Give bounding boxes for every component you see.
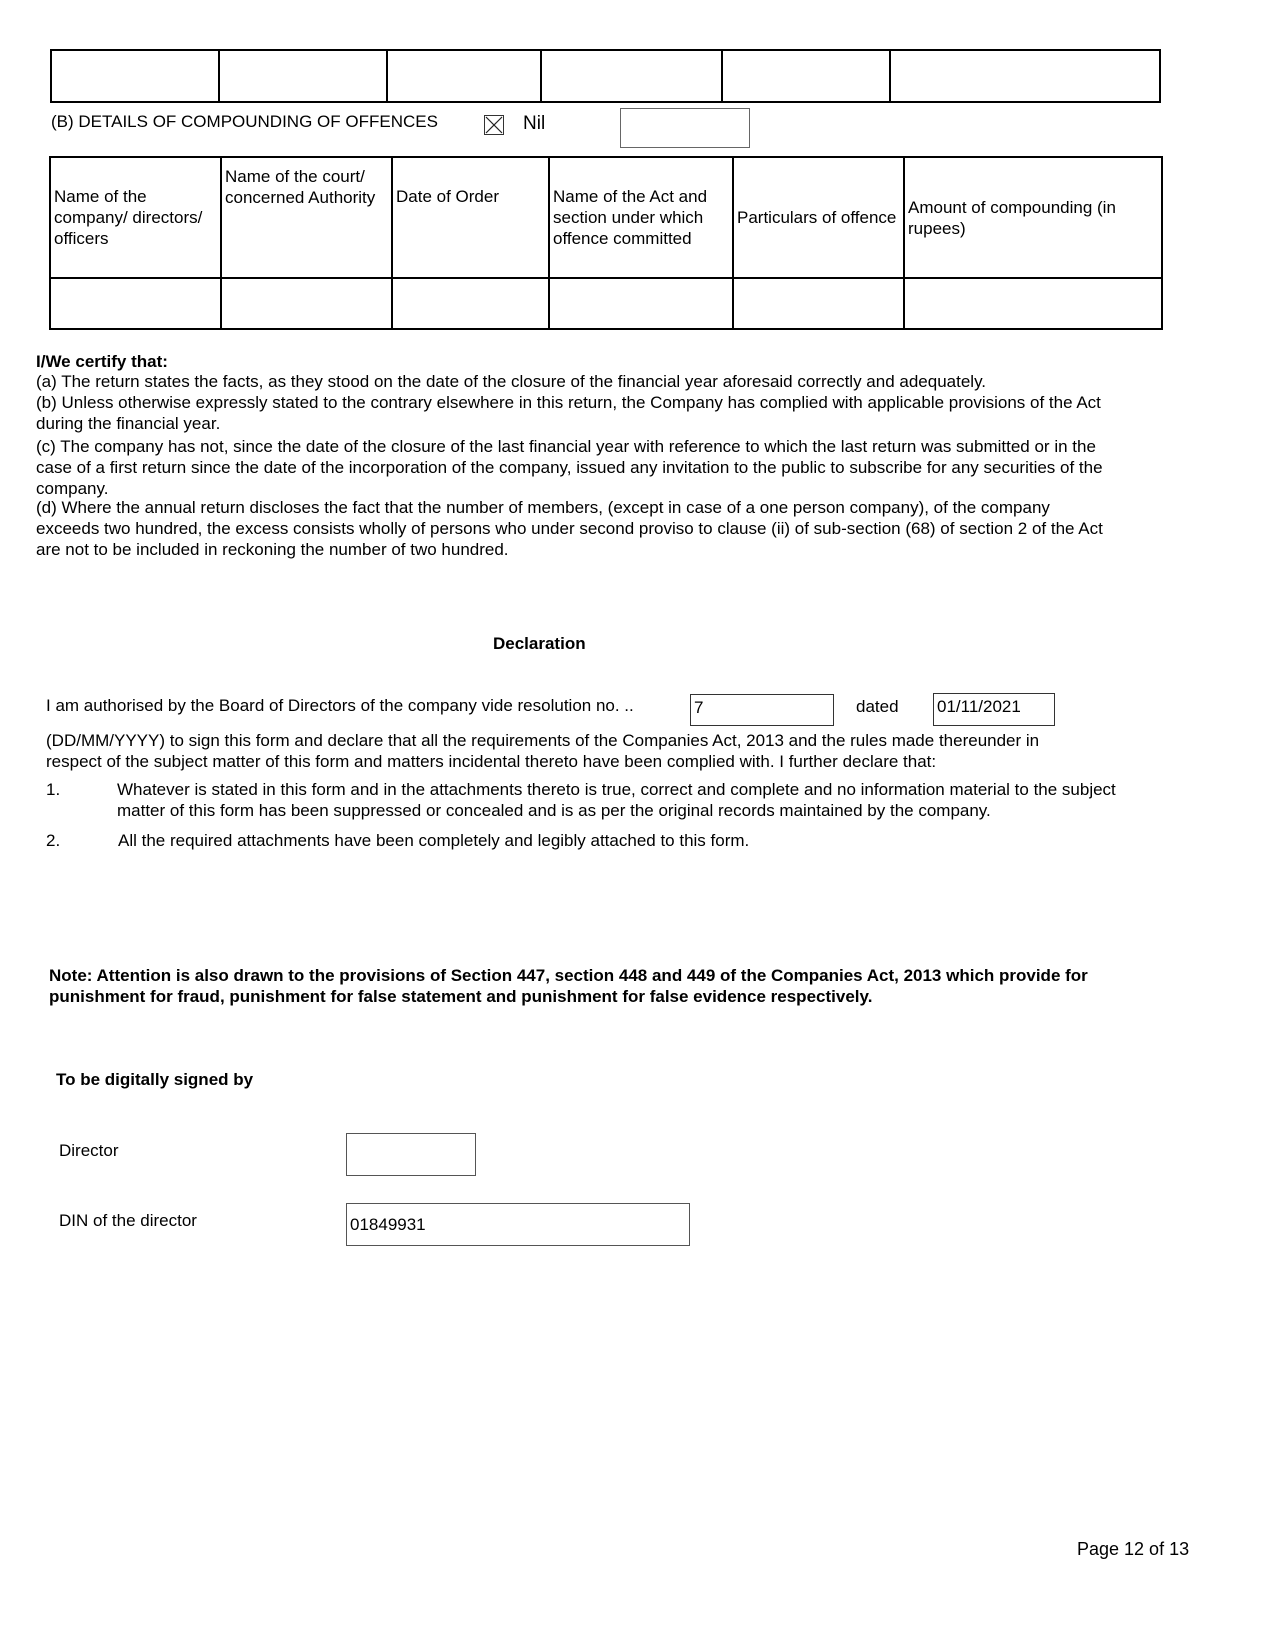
certify-item-a: (a) The return states the facts, as they stood on the date of the closure of the financial year aforesaid correctly and adequately. [36, 372, 987, 391]
nil-label: Nil [523, 113, 546, 134]
table-row [50, 278, 1162, 329]
certify-heading: I/We certify that: [36, 352, 168, 371]
table-cell [904, 278, 1162, 329]
declaration-intro: I am authorised by the Board of Directors of the company vide resolution no. .. [46, 696, 634, 715]
din-label: DIN of the director [59, 1211, 197, 1230]
declaration-heading: Declaration [493, 634, 586, 653]
header-company-directors: Name of the company/ directors/ officers [50, 157, 221, 278]
certify-item-c: (c) The company has not, since the date of the closure of the last financial year with reference to which the last return was submitted or in the case of a first return since the date of the incorporation of the company, issued any invitation to the public to subscribe for any securities of the company. [36, 437, 1103, 498]
table-cell [51, 50, 219, 102]
certify-item-b: (b) Unless otherwise expressly stated to the contrary elsewhere in this return, the Company has complied with applicable provisions of the Act during the financial year. [36, 393, 1101, 433]
table-cell [541, 50, 722, 102]
header-court-authority: Name of the court/ concerned Authority [221, 157, 392, 278]
certify-item-d: (d) Where the annual return discloses the fact that the number of members, (except in case of a one person company), of the company exceeds two hundred, the excess consists wholly of persons who under second proviso to clause (ii) of sub-section (68) of section 2 of the Act are not to be included in reckoning the number of two hundred. [36, 498, 1103, 559]
declaration-point-1-number: 1. [46, 780, 61, 799]
header-act-section: Name of the Act and section under which offence committed [549, 157, 733, 278]
table-cell [549, 278, 733, 329]
header-particulars: Particulars of offence [733, 157, 904, 278]
table-cell [219, 50, 387, 102]
din-field[interactable]: 01849931 [346, 1203, 690, 1246]
dated-label: dated [856, 697, 899, 716]
declaration-point-1-text: Whatever is stated in this form and in the attachments thereto is true, correct and complete and no information material to the subject matter of this form has been suppressed or concealed and is as per the original records maintained by the company. [117, 780, 1116, 820]
table-cell [890, 50, 1160, 102]
section-b-title: (B) DETAILS OF COMPOUNDING OF OFFENCES [51, 112, 438, 131]
resolution-number-field[interactable]: 7 [690, 694, 834, 726]
resolution-date-field[interactable]: 01/11/2021 [933, 693, 1055, 726]
declaration-point-2-number: 2. [46, 831, 61, 850]
table-cell [722, 50, 890, 102]
header-date-of-order: Date of Order [392, 157, 549, 278]
table-cell [392, 278, 549, 329]
table-cell [50, 278, 221, 329]
table-cell [221, 278, 392, 329]
director-signature-field[interactable] [346, 1133, 476, 1176]
nil-field[interactable] [620, 108, 750, 148]
nil-checkbox[interactable] [484, 115, 504, 135]
table-cell [387, 50, 541, 102]
page-number: Page 12 of 13 [1077, 1539, 1190, 1559]
compounding-offences-table [49, 156, 1163, 330]
table-header-row [50, 157, 1162, 278]
checked-x-icon [485, 116, 503, 134]
table-cell [733, 278, 904, 329]
previous-section-table [50, 49, 1161, 103]
declaration-continuation: (DD/MM/YYYY) to sign this form and declare that all the requirements of the Companies Act, 2013 and the rules made thereunder in respect of the subject matter of this form and matters incidental thereto have been complied with. I further declare that: [46, 731, 1040, 771]
table-row [51, 50, 1160, 102]
header-amount: Amount of compounding (in rupees) [904, 157, 1162, 278]
declaration-point-2-text: All the required attachments have been completely and legibly attached to this form. [118, 831, 750, 850]
director-label: Director [59, 1141, 119, 1160]
legal-note: Note: Attention is also drawn to the provisions of Section 447, section 448 and 449 of the Companies Act, 2013 which provide for punishment for fraud, punishment for false statement and punishment for false evidence respectively. [49, 966, 1088, 1006]
signature-heading: To be digitally signed by [56, 1070, 254, 1089]
